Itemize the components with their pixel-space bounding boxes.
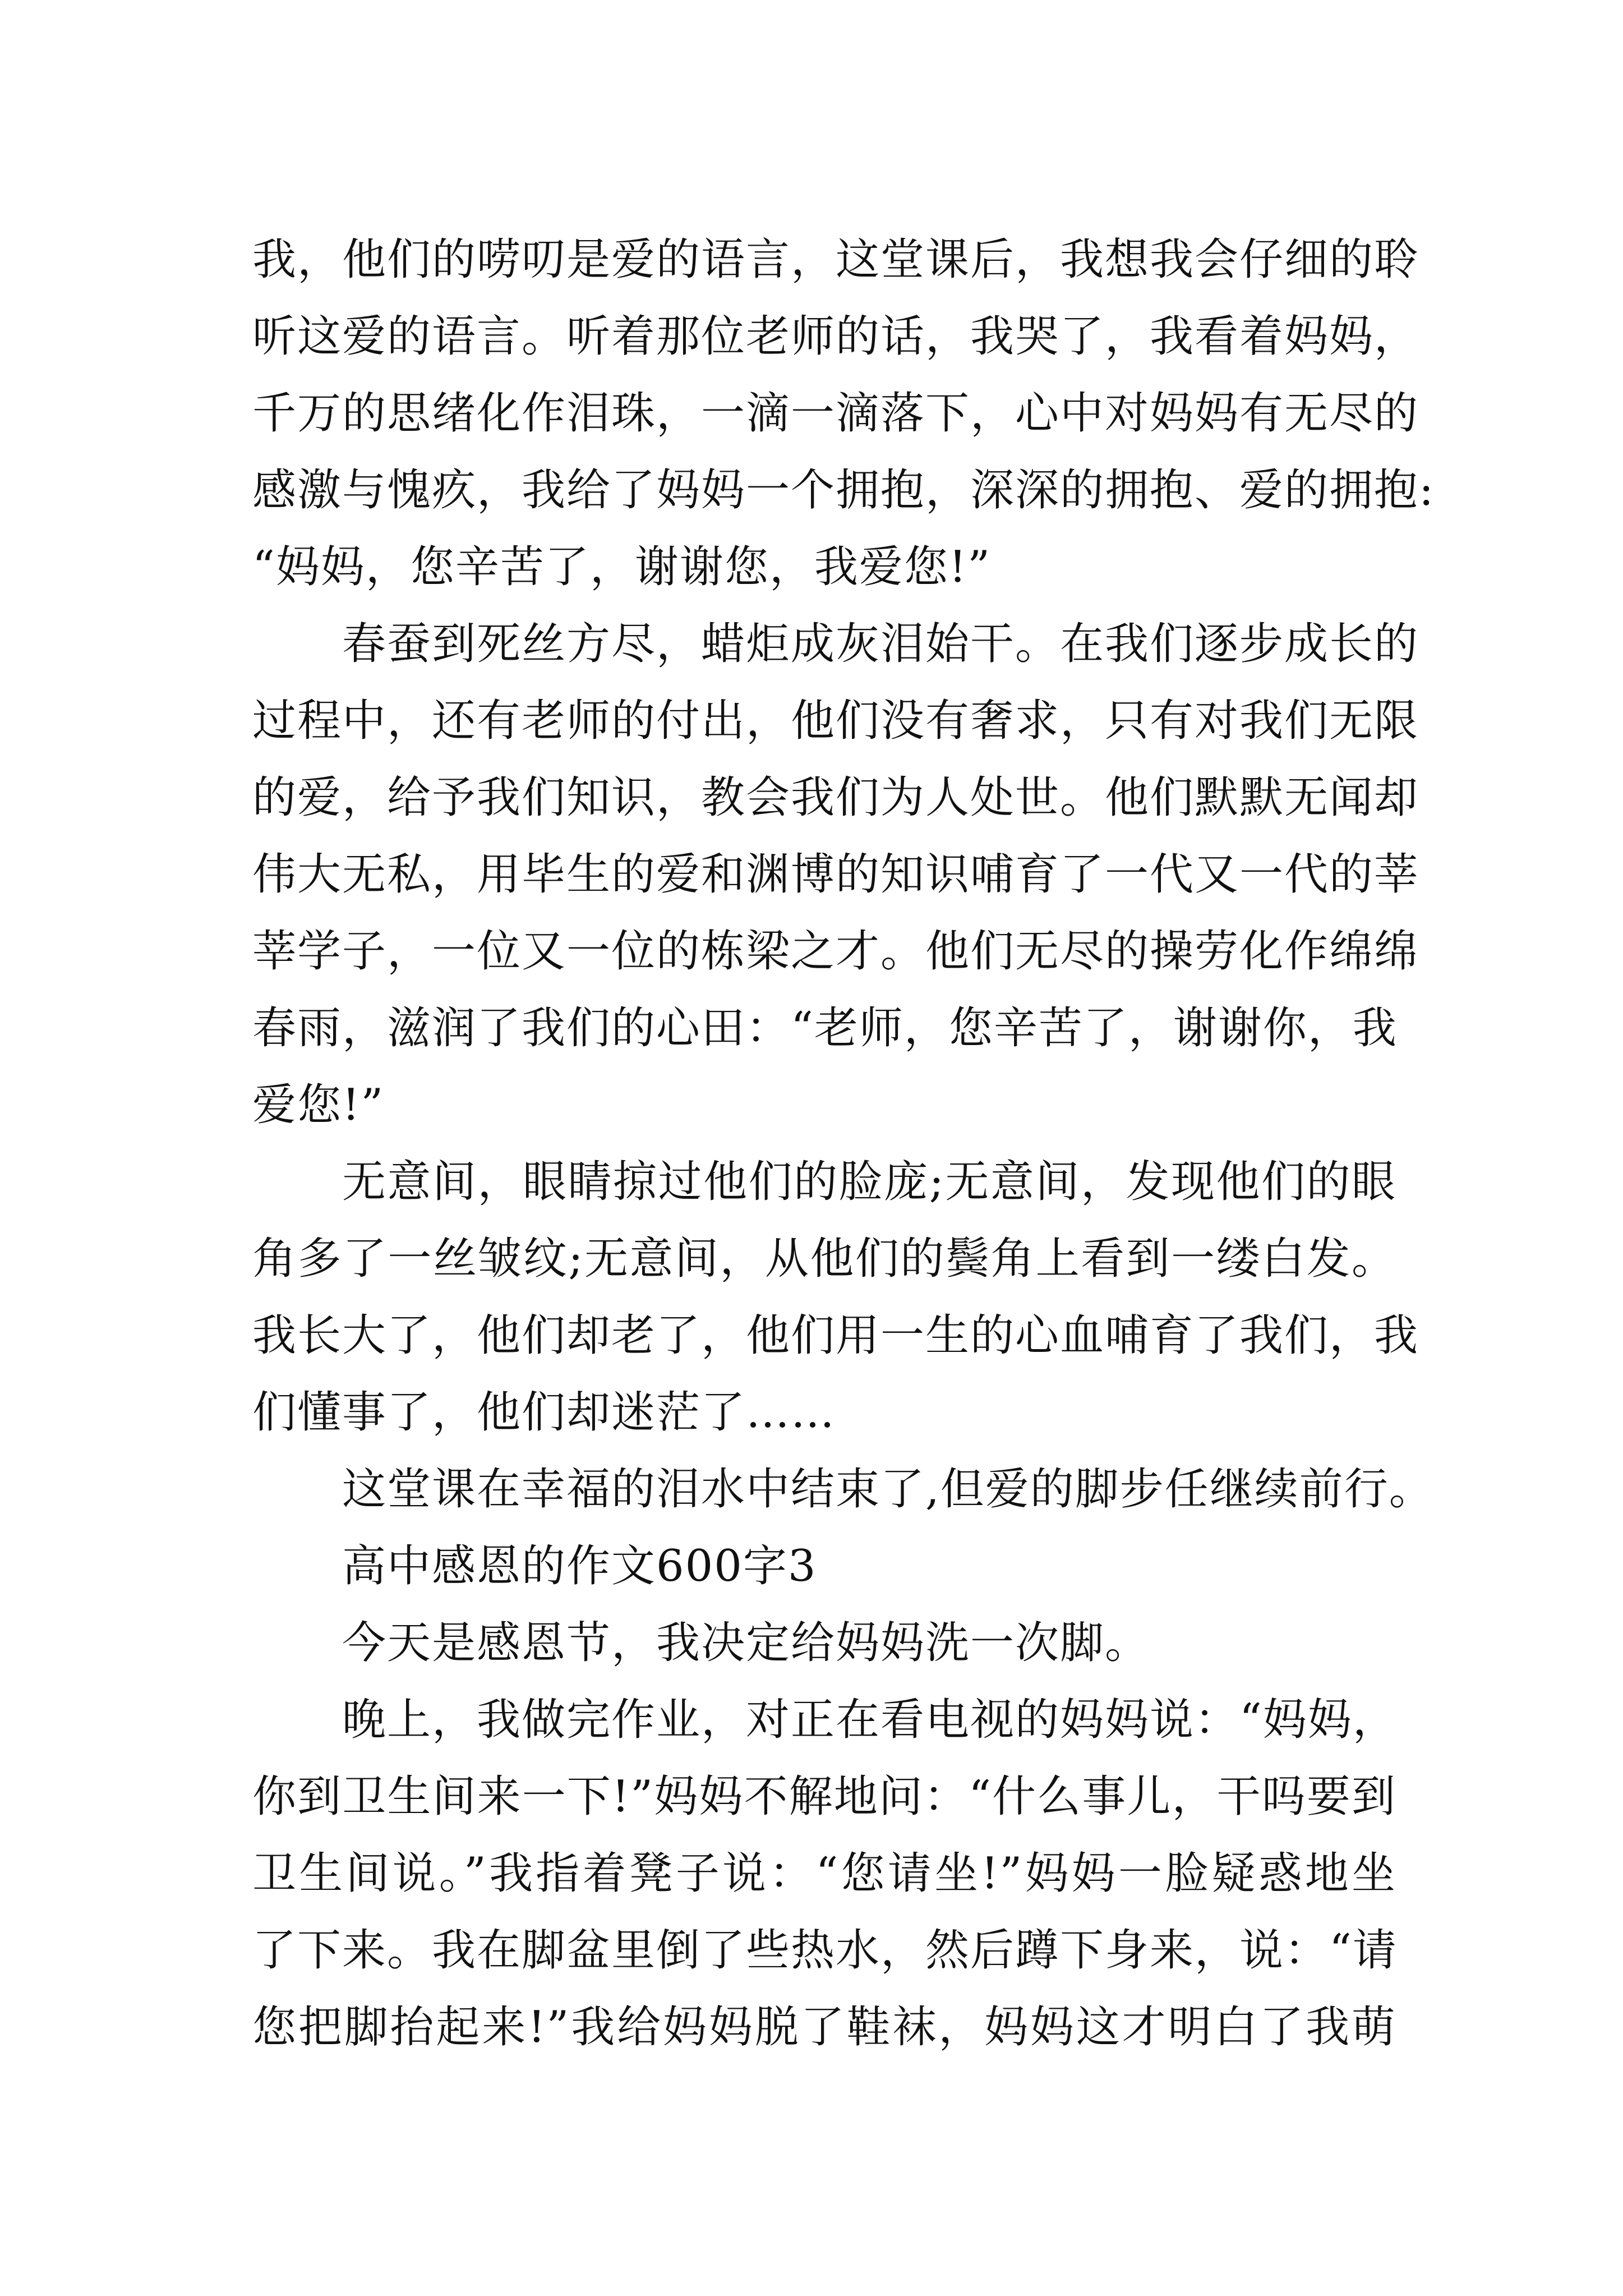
text-line: 你到卫生间来一下!”妈妈不解地问：“什么事儿，干吗要到 [252,1772,1396,1822]
text-line: 过程中，还有老师的付出，他们没有奢求，只有对我们无限 [252,696,1419,746]
text-line: 了下来。我在脚盆里倒了些热水，然后蹲下身来，说：“请 [252,1925,1398,1976]
text-line: 我长大了，他们却老了，他们用一生的心血哺育了我们，我 [252,1310,1419,1361]
text-line: 爱您!” [252,1080,385,1130]
paragraph-first-line: 这堂课在幸福的泪水中结束了,但爱的脚步任继续前行。 [342,1464,1434,1515]
text-line: 我，他们的唠叨是爱的语言，这堂课后，我想我会仔细的聆 [252,234,1419,285]
text-line: 的爱，给予我们知识，教会我们为人处世。他们默默无闻却 [252,772,1419,823]
paragraph-first-line: 今天是感恩节，我决定给妈妈洗一次脚。 [342,1618,1150,1668]
text-line: 伟大无私，用毕生的爱和渊博的知识哺育了一代又一代的莘 [252,849,1419,900]
text-line: 千万的思绪化作泪珠，一滴一滴落下，心中对妈妈有无尽的 [252,388,1419,439]
text-line: 莘学子，一位又一位的栋梁之才。他们无尽的操劳化作绵绵 [252,926,1419,977]
paragraph-first-line: 春蚕到死丝方尽，蜡炬成灰泪始干。在我们逐步成长的 [342,619,1419,669]
paragraph-first-line: 晚上，我做完作业，对正在看电视的妈妈说：“妈妈， [342,1695,1398,1745]
text-line: 们懂事了，他们却迷茫了…… [252,1387,836,1438]
text-line: 春雨，滋润了我们的心田：“老师，您辛苦了，谢谢你，我 [252,1003,1398,1053]
paragraph-first-line: 无意间，眼睛掠过他们的脸庞;无意间，发现他们的眼 [342,1157,1396,1207]
text-line: “妈妈，您辛苦了，谢谢您，我爱您!” [252,542,992,592]
text-line: 您把脚抬起来!”我给妈妈脱了鞋袜，妈妈这才明白了我萌 [252,2002,1396,2053]
document-body [252,222,1435,2066]
text-line: 角多了一丝皱纹;无意间，从他们的鬓角上看到一缕白发。 [252,1234,1396,1284]
text-line: 感激与愧疚，我给了妈妈一个拥抱，深深的拥抱、爱的拥抱: [252,465,1435,516]
section-heading: 高中感恩的作文600字3 [342,1541,817,1591]
text-line: 听这爱的语言。听着那位老师的话，我哭了，我看着妈妈， [252,311,1419,362]
text-line: 卫生间说。”我指着凳子说：“您请坐!”妈妈一脸疑惑地坐 [252,1848,1396,1899]
